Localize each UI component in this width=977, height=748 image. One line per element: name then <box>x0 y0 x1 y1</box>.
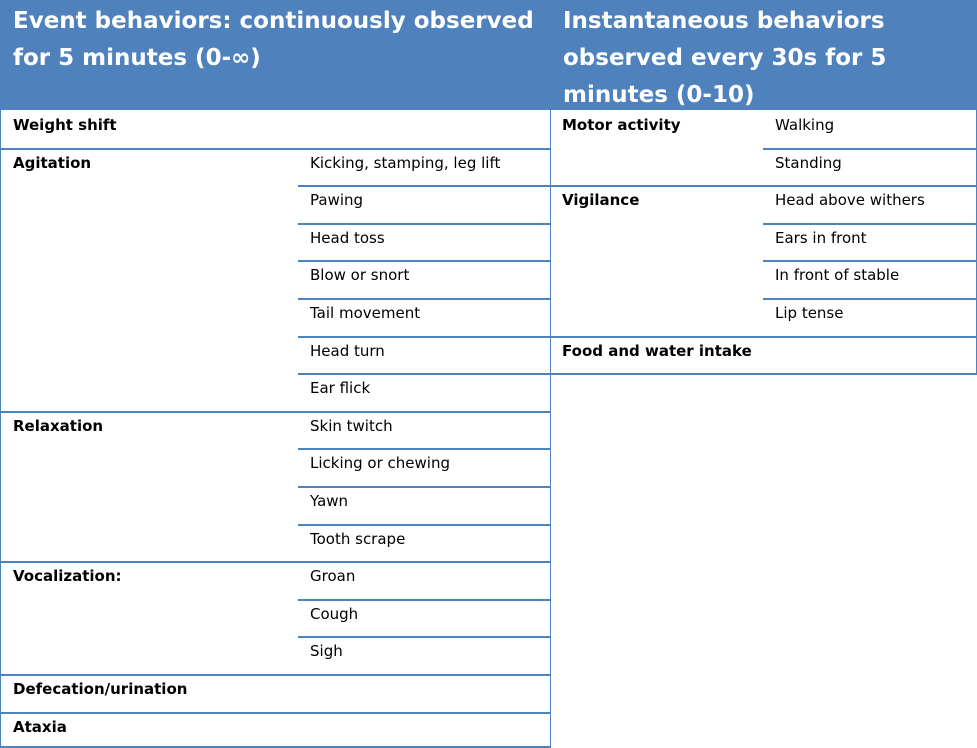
group-divider <box>551 185 977 187</box>
group-divider <box>0 712 551 714</box>
row-divider <box>763 148 977 150</box>
event-category-label: Ataxia <box>13 717 67 736</box>
event-behavior-item: Blow or snort <box>310 266 410 285</box>
left-border <box>0 110 1 748</box>
row-divider <box>298 448 551 450</box>
group-divider <box>0 674 551 676</box>
event-category-label: Relaxation <box>13 416 104 435</box>
event-behavior-item: Head turn <box>310 341 385 360</box>
row-divider <box>763 260 977 262</box>
row-divider <box>298 336 551 338</box>
event-category-label: Weight shift <box>13 116 117 134</box>
instant-behavior-item: Walking <box>775 116 835 134</box>
instant-behavior-item: In front of stable <box>775 266 900 285</box>
event-behavior-item: Groan <box>310 567 356 586</box>
event-behavior-item: Pawing <box>310 191 364 210</box>
row-divider <box>763 298 977 300</box>
instant-behavior-item: Standing <box>775 153 842 172</box>
event-behavior-item: Cough <box>310 604 359 623</box>
event-behaviors-header: Event behaviors: continuously observed for 5 minutes (0-∞) <box>0 0 550 110</box>
row-divider <box>298 298 551 300</box>
row-divider <box>298 486 551 488</box>
instant-behavior-item: Lip tense <box>775 304 844 322</box>
event-behavior-item: Skin twitch <box>310 416 393 435</box>
event-category-label: Vocalization: <box>13 567 122 586</box>
event-behavior-item: Head toss <box>310 228 385 247</box>
group-divider <box>551 373 977 375</box>
group-divider <box>0 148 551 150</box>
instant-behavior-item: Ears in front <box>775 228 867 247</box>
group-divider <box>0 411 551 413</box>
middle-border <box>550 110 551 748</box>
row-divider <box>298 599 551 601</box>
row-divider <box>298 636 551 638</box>
event-behavior-item: Ear flick <box>310 379 371 398</box>
event-category-label: Agitation <box>13 153 92 172</box>
instant-category-label: Food and water intake <box>562 341 752 360</box>
instant-category-label: Vigilance <box>562 191 640 210</box>
row-divider <box>298 373 551 375</box>
event-behavior-item: Licking or chewing <box>310 454 450 473</box>
row-divider <box>298 185 551 187</box>
instantaneous-behaviors-header: Instantaneous behaviors observed every 30s for 5 minutes (0-10) <box>550 0 977 110</box>
group-divider <box>551 336 977 338</box>
event-behavior-item: Tail movement <box>310 304 421 322</box>
instant-behavior-item: Head above withers <box>775 191 925 210</box>
row-divider <box>298 524 551 526</box>
event-behavior-item: Yawn <box>310 492 349 510</box>
row-divider <box>298 260 551 262</box>
event-category-label: Defecation/urination <box>13 680 188 698</box>
row-divider <box>298 223 551 225</box>
event-behavior-item: Kicking, stamping, leg lift <box>310 153 501 172</box>
instant-category-label: Motor activity <box>562 116 681 134</box>
group-divider <box>0 561 551 563</box>
event-behavior-item: Tooth scrape <box>310 529 406 548</box>
row-divider <box>763 223 977 225</box>
event-behavior-item: Sigh <box>310 642 343 661</box>
